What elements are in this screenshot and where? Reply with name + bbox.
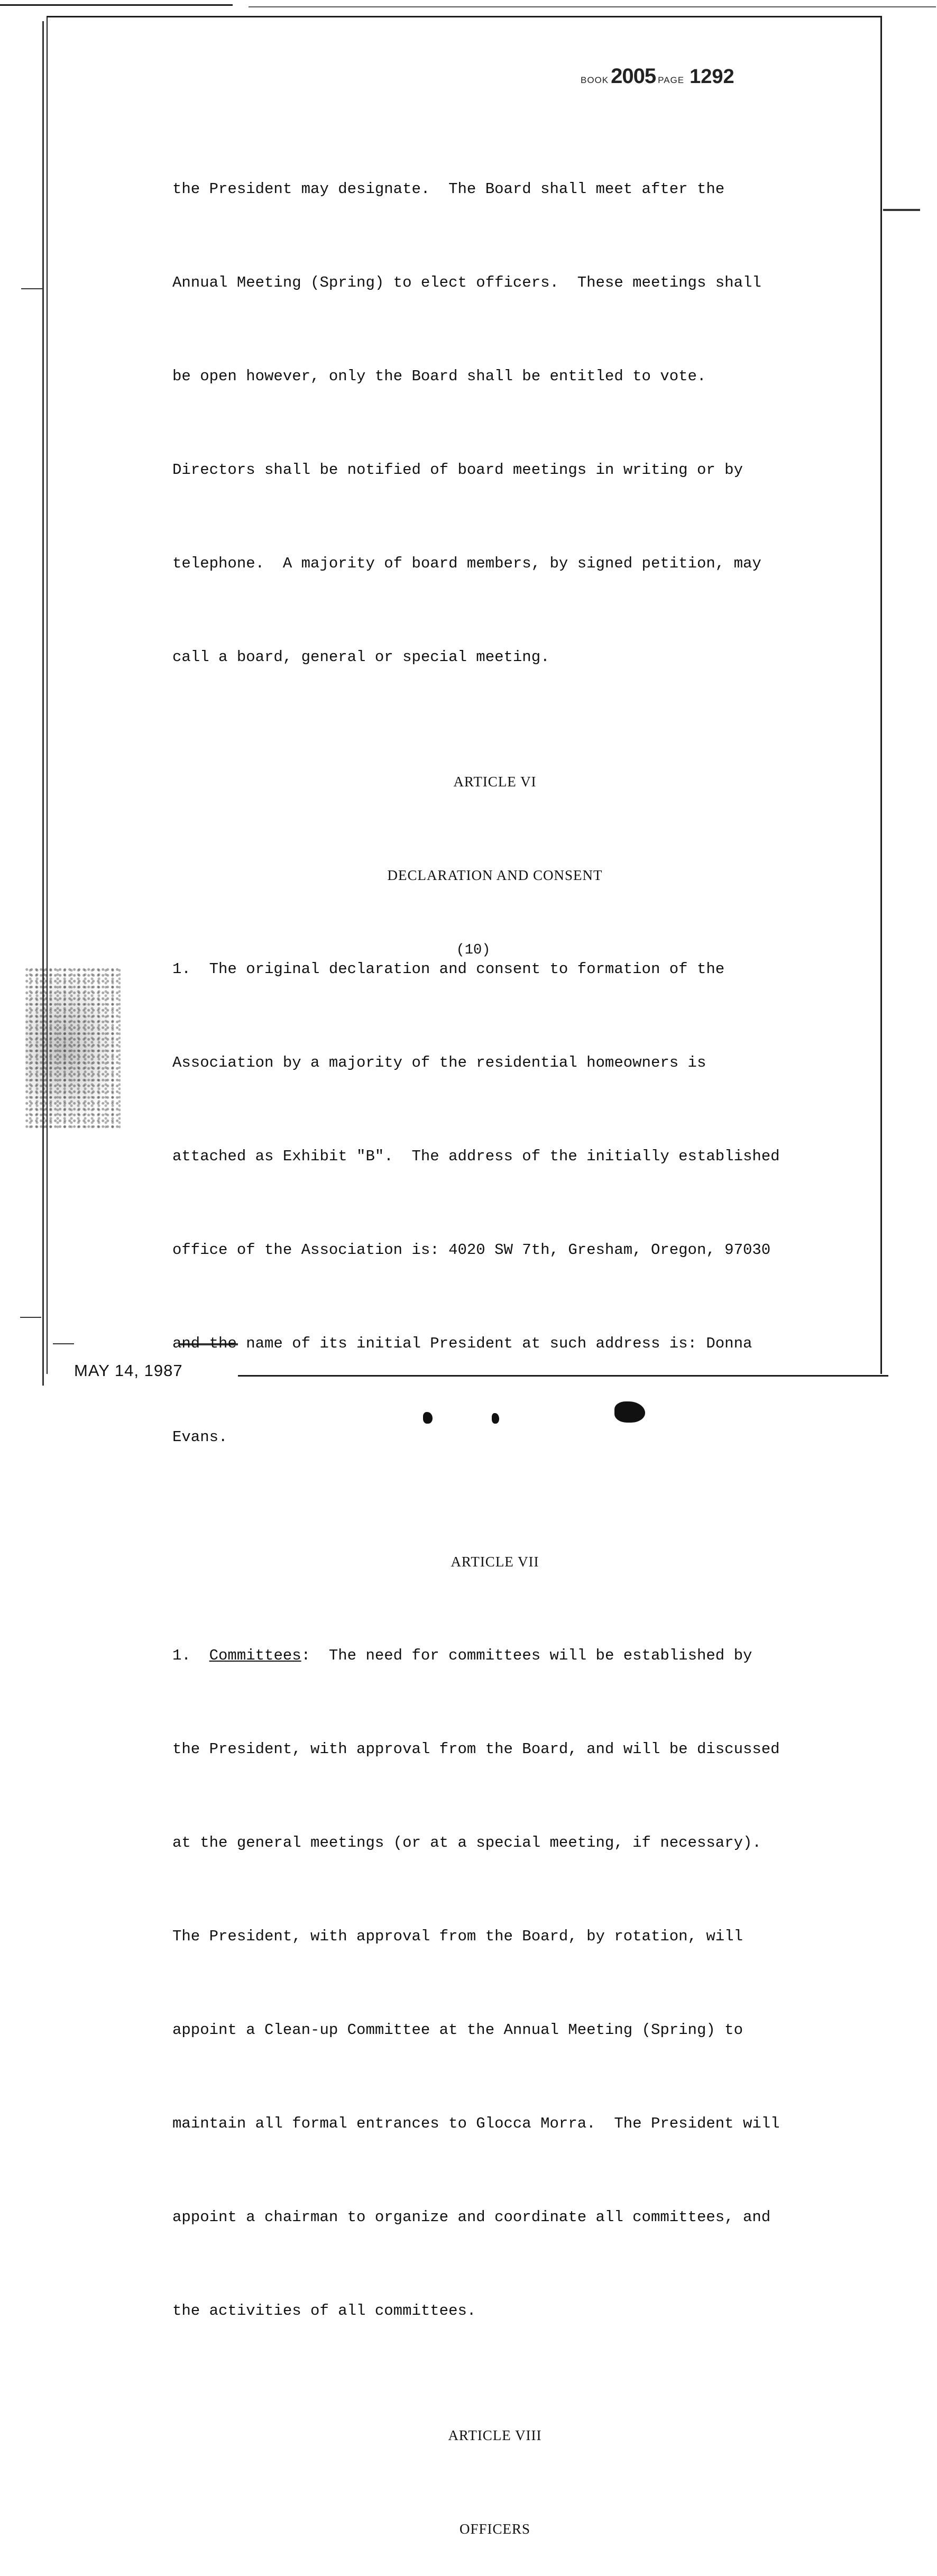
top-scan-edge-right [249, 6, 936, 7]
body-line: at the general meetings (or at a special meeting, if necessary). [172, 1834, 761, 1851]
body-line: Directors shall be notified of board meetings in writing or by [172, 461, 743, 479]
body-line: office of the Association is: 4020 SW 7th, Gresham, Oregon, 97030 [172, 1241, 771, 1259]
recording-page-number: 1292 [690, 66, 734, 88]
book-number: 2005 [611, 65, 656, 88]
article-6-title: ARTICLE VI [453, 774, 537, 790]
article-7-title: ARTICLE VII [451, 1554, 539, 1570]
body-line: appoint a Clean-up Committee at the Annual Meeting (Spring) to [172, 2021, 743, 2039]
margin-mark [883, 209, 920, 211]
body-line: The President, with approval from the Board, by rotation, will [172, 1928, 743, 1945]
body-line: be open however, only the Board shall be entitled to vote. [172, 368, 706, 385]
committees-text: : The need for committees will be established by [301, 1647, 752, 1664]
margin-mark [53, 1343, 74, 1344]
article-6-subtitle: DECLARATION AND CONSENT [387, 867, 603, 883]
top-scan-edge [0, 4, 233, 6]
body-line: the President may designate. The Board shall meet after the [172, 180, 725, 198]
article-8-subtitle: OFFICERS [459, 2521, 531, 2537]
committees-term: Committees [209, 1647, 301, 1664]
committees-line [172, 1640, 796, 1671]
bottom-rule [238, 1375, 888, 1377]
scan-smudge [25, 968, 121, 1129]
body-line: the activities of all committees. [172, 2302, 476, 2320]
body-line: the President, with approval from the Board, and will be discussed [172, 1740, 780, 1758]
body-line: call a board, general or special meeting. [172, 648, 550, 666]
margin-mark [21, 288, 42, 289]
left-scan-edge [42, 21, 44, 1386]
body-line: appoint a chairman to organize and coordinate all committees, and [172, 2208, 771, 2226]
article-8-title: ARTICLE VIII [448, 2427, 542, 2443]
body-line: telephone. A majority of board members, by signed petition, may [172, 555, 761, 572]
book-page-reference [581, 65, 734, 88]
body-line: attached as Exhibit "B". The address of the initially established [172, 1148, 780, 1165]
book-label: BOOK [581, 75, 609, 85]
document-body [172, 111, 796, 2576]
item-number: 1. [172, 1647, 209, 1664]
footer-date: MAY 14, 1987 [74, 1361, 183, 1380]
body-line: Annual Meeting (Spring) to elect officers. These meetings shall [172, 274, 761, 291]
body-line: maintain all formal entrances to Glocca Morra. The President will [172, 2115, 780, 2132]
page-number: (10) [456, 942, 491, 958]
body-line: Evans. [172, 1428, 228, 1446]
margin-mark [20, 1317, 41, 1318]
body-line: and the name of its initial President at such address is: Donna [172, 1335, 752, 1352]
body-line: 1. The original declaration and consent to formation of the [172, 960, 725, 978]
body-line: Association by a majority of the residential homeowners is [172, 1054, 706, 1071]
page-label: PAGE [658, 75, 685, 85]
